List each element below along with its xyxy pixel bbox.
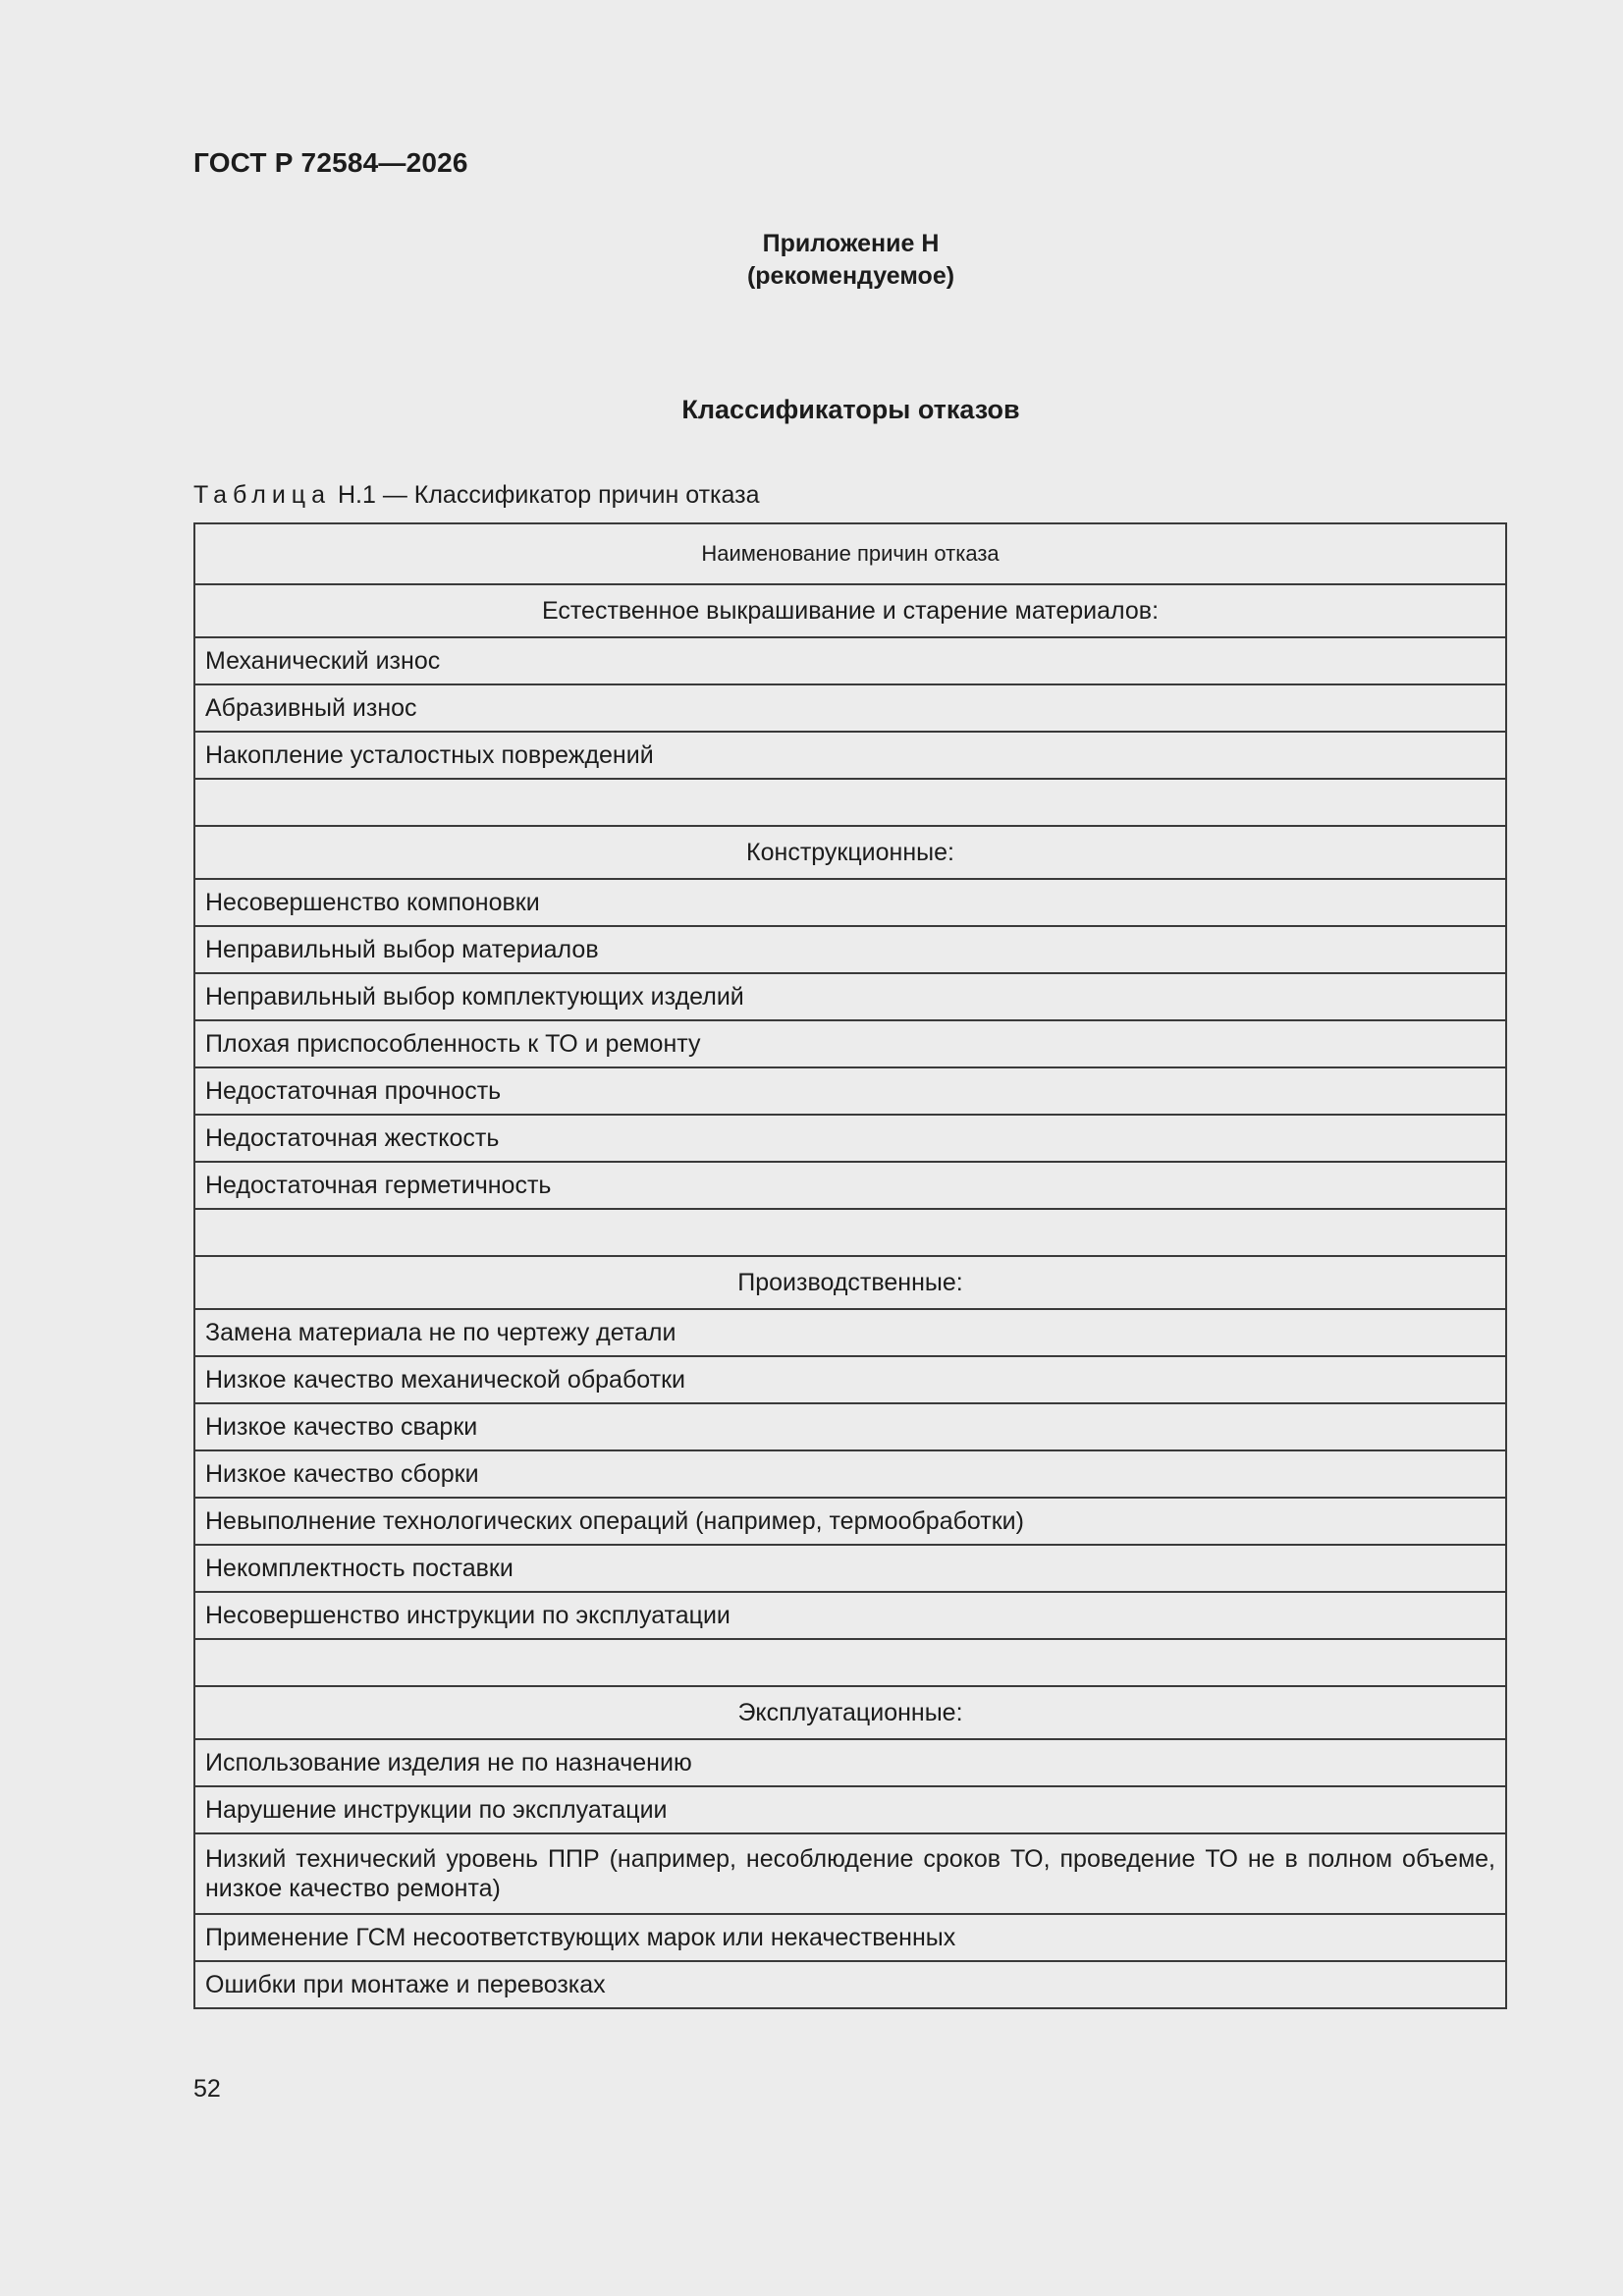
table-row [194, 1403, 1506, 1450]
group-row [194, 1686, 1506, 1739]
cause-item: Некомплектность поставки [194, 1545, 1506, 1592]
table-caption-prefix: Таблица [193, 481, 332, 509]
cause-item: Неправильный выбор комплектующих изделий [194, 973, 1506, 1020]
table-row [194, 879, 1506, 926]
table-row [194, 684, 1506, 732]
table-row [194, 1961, 1506, 2008]
table-row [194, 1162, 1506, 1209]
cause-item: Механический износ [194, 637, 1506, 684]
table-row [194, 1450, 1506, 1498]
group-title: Производственные: [194, 1256, 1506, 1309]
cause-item: Недостаточная герметичность [194, 1162, 1506, 1209]
table-header-row [194, 523, 1506, 584]
table-caption [193, 481, 760, 510]
cause-item: Недостаточная жесткость [194, 1115, 1506, 1162]
cause-item: Накопление усталостных повреждений [194, 732, 1506, 779]
section-title: Классификаторы отказов [681, 395, 1020, 424]
cause-item: Применение ГСМ несоответствующих марок или некачественных [194, 1914, 1506, 1961]
table-row [194, 637, 1506, 684]
spacer-row [194, 779, 1506, 826]
document-code: ГОСТ Р 72584—2026 [193, 147, 468, 178]
table-row [194, 1545, 1506, 1592]
table-row [194, 1356, 1506, 1403]
failure-causes-table [193, 522, 1507, 2009]
table-row [194, 1498, 1506, 1545]
table-row [194, 973, 1506, 1020]
table-row [194, 1020, 1506, 1067]
group-title: Эксплуатационные: [194, 1686, 1506, 1739]
cause-item: Ошибки при монтаже и перевозках [194, 1961, 1506, 2008]
cause-item: Несовершенство компоновки [194, 879, 1506, 926]
page-number: 52 [193, 2075, 221, 2103]
table-row [194, 1309, 1506, 1356]
group-title: Естественное выкрашивание и старение материалов: [194, 584, 1506, 637]
group-row [194, 1256, 1506, 1309]
table-row [194, 1067, 1506, 1115]
empty-cell [194, 1639, 1506, 1686]
cause-item: Низкий технический уровень ППР (например, несоблюдение сроков ТО, проведение ТО не в полном объеме, низкое качество ремонта) [194, 1833, 1506, 1914]
table-row [194, 1914, 1506, 1961]
cause-item: Плохая приспособленность к ТО и ремонту [194, 1020, 1506, 1067]
cause-item: Абразивный износ [194, 684, 1506, 732]
cause-item: Замена материала не по чертежу детали [194, 1309, 1506, 1356]
table-row [194, 1115, 1506, 1162]
table-row [194, 1592, 1506, 1639]
cause-item: Невыполнение технологических операций (например, термообработки) [194, 1498, 1506, 1545]
empty-cell [194, 1209, 1506, 1256]
spacer-row [194, 1209, 1506, 1256]
cause-item: Неправильный выбор материалов [194, 926, 1506, 973]
cause-item: Несовершенство инструкции по эксплуатации [194, 1592, 1506, 1639]
table-row [194, 732, 1506, 779]
spacer-row [194, 1639, 1506, 1686]
cause-item: Использование изделия не по назначению [194, 1739, 1506, 1786]
table-row [194, 1739, 1506, 1786]
cause-item: Низкое качество механической обработки [194, 1356, 1506, 1403]
table-row [194, 1833, 1506, 1914]
appendix-title: Приложение Н [762, 230, 940, 257]
cause-item: Низкое качество сборки [194, 1450, 1506, 1498]
group-row [194, 826, 1506, 879]
appendix-subtitle: (рекомендуемое) [746, 262, 955, 290]
cause-item: Низкое качество сварки [194, 1403, 1506, 1450]
table-row [194, 926, 1506, 973]
column-header: Наименование причин отказа [194, 523, 1506, 584]
cause-item: Нарушение инструкции по эксплуатации [194, 1786, 1506, 1833]
table-row [194, 1786, 1506, 1833]
appendix-heading [0, 228, 1623, 293]
table-caption-text: Н.1 — Классификатор причин отказа [337, 481, 760, 509]
group-row [194, 584, 1506, 637]
cause-item: Недостаточная прочность [194, 1067, 1506, 1115]
group-title: Конструкционные: [194, 826, 1506, 879]
empty-cell [194, 779, 1506, 826]
failure-causes-table-body [194, 523, 1506, 2008]
